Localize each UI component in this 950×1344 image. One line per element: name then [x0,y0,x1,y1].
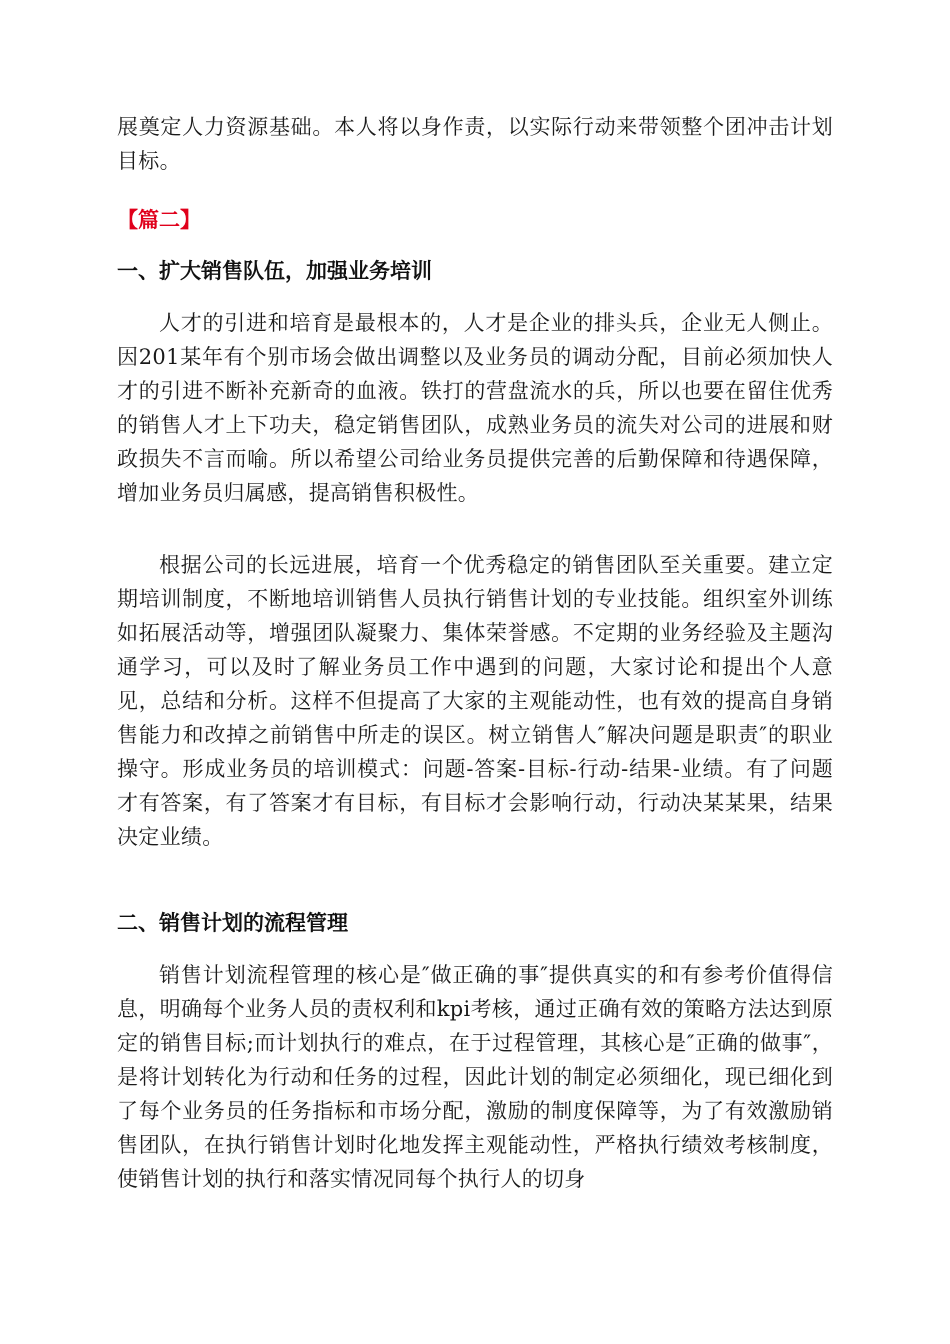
section-two-heading: 二、销售计划的流程管理 [117,911,348,935]
section-one-paragraph-2: 根据公司的长远进展，培育一个优秀稳定的销售团队至关重要。建立定期培训制度，不断地培训销售人员执行销售计划的专业技能。组织室外训练如拓展活动等，增强团队凝聚力、集体荣誉感。不定期的业务经验及主题沟通学习，可以及时了解业务员工作中遇到的问题，大家讨论和提出个人意见，总结和分析。这样不但提高了大家的主观能动性，也有效的提高自身销售能力和改掉之前销售中所走的误区。树立销售人″解决问题是职责″的职业操守。形成业务员的培训模式：问题-答案-目标-行动-结果-业绩。有了问题才有答案，有了答案才有目标，有目标才会影响行动，行动决某某果，结果决定业绩。 [117,553,833,849]
section-one-paragraph-1: 人才的引进和培育是最根本的，人才是企业的排头兵，企业无人侧止。因201某年有个别市场会做出调整以及业务员的调动分配，目前必须加快人才的引进不断补充新奇的血液。铁打的营盘流水的兵，所以也要在留住优秀的销售人才上下功夫，稳定销售团队，成熟业务员的流失对公司的进展和财政损失不言而喻。所以希望公司给业务员提供完善的后勤保障和待遇保障，增加业务员归属感，提高销售积极性。 [117,311,833,505]
part-heading: 【篇二】 [117,208,201,232]
section-one-heading: 一、扩大销售队伍，加强业务培训 [117,259,432,283]
intro-paragraph: 展奠定人力资源基础。本人将以身作责，以实际行动来带领整个团冲击计划目标。 [117,115,833,173]
section-two-paragraph-1: 销售计划流程管理的核心是″做正确的事″提供真实的和有参考价值得信息，明确每个业务人员的责权利和kpi考核，通过正确有效的策略方法达到原定的销售目标;而计划执行的难点，在于过程管理，其核心是″正确的做事″，是将计划转化为行动和任务的过程，因此计划的制定必须细化，现已细化到了每个业务员的任务指标和市场分配，激励的制度保障等，为了有效激励销售团队，在执行销售计划时化地发挥主观能动性，严格执行绩效考核制度，使销售计划的执行和落实情况同每个执行人的切身 [117,963,833,1191]
